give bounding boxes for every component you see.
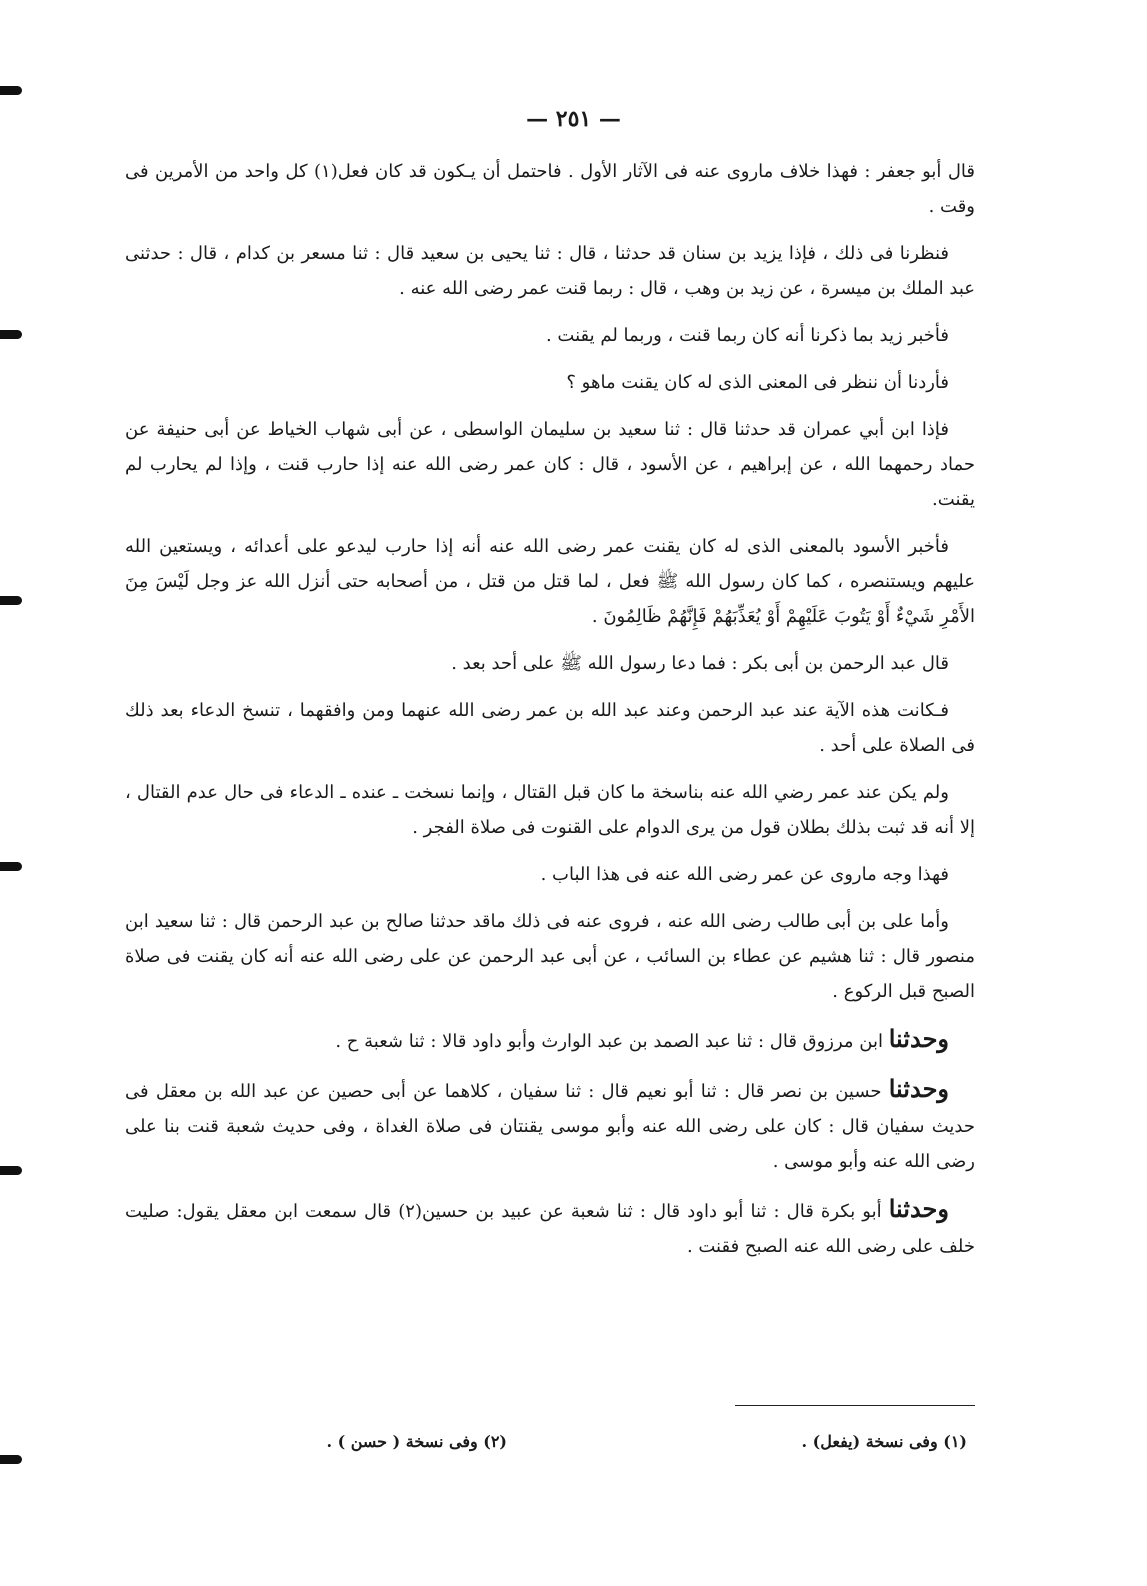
paragraph-text: أبو بكرة قال : ثنا أبو داود قال : ثنا شعبة عن عبيد بن حسين(٢) قال سمعت ابن معقل يقول: صليت خلف على رضى الله عنه الصبح فقنت .	[125, 1201, 975, 1257]
paragraph-text: حسين بن نصر قال : ثنا أبو نعيم قال : ثنا سفيان ، كلاهما عن أبى حصين عن عبد الله بن معقل فى حديث سفيان قال : كان على رضى الله عنه وأبو موسى يقنتان فى صلاة الغداة ، وفى حديث شعبة قنت بنا على رضى الله عنه وأبو موسى .	[125, 1081, 975, 1172]
paragraph	[125, 236, 975, 306]
footnote-divider	[735, 1405, 975, 1406]
scan-edge-mark	[0, 596, 22, 605]
paragraph	[125, 1021, 975, 1059]
paragraph	[125, 857, 975, 892]
paragraph-lead-word: وحدثنا	[888, 1024, 949, 1053]
scan-edge-mark	[0, 1166, 22, 1175]
footnote-2: (٢) وفى نسخة ( حسن ) .	[326, 1432, 507, 1451]
paragraph-text: ابن مرزوق قال : ثنا عبد الصمد بن عبد الوارث وأبو داود قالا : ثنا شعبة ح .	[335, 1031, 889, 1052]
scan-edge-mark	[0, 1455, 22, 1464]
paragraph	[125, 904, 975, 1009]
paragraph-text: وأما على بن أبى طالب رضى الله عنه ، فروى عنه فى ذلك ماقد حدثنا صالح بن عبد الرحمن قال : ثنا سعيد ابن منصور قال : ثنا هشيم عن عطاء بن السائب ، عن أبى عبد الرحمن عن على رضى الله عنه أنه كان يقنت فى صلاة الصبح قبل الركوع .	[125, 911, 975, 1002]
paragraph	[125, 1071, 975, 1179]
paragraph-lead-word: وحدثنا	[888, 1194, 949, 1223]
paragraph-text: فأخبر زيد بما ذكرنا أنه كان ربما قنت ، وربما لم يقنت .	[545, 325, 949, 346]
paragraph-text: ولم يكن عند عمر رضي الله عنه بناسخة ما كان قبل القتال ، وإنما نسخت ـ عنده ـ الدعاء فى حال عدم القتال ، إلا أنه قد ثبت بذلك بطلان قول من يرى الدوام على القنوت فى صلاة الفجر .	[125, 782, 975, 838]
paragraph-text: قال أبو جعفر : فهذا خلاف ماروى عنه فى الآثار الأول . فاحتمل أن يـكون قد كان فعل(١) كل واحد من الأمرين فى وقت .	[125, 161, 975, 217]
paragraph	[125, 693, 975, 763]
paragraph-text: قال عبد الرحمن بن أبى بكر : فما دعا رسول الله ﷺ على أحد بعد .	[451, 653, 949, 674]
paragraph-text: فنظرنا فى ذلك ، فإذا يزيد بن سنان قد حدثنا ، قال : ثنا يحيى بن سعيد قال : ثنا مسعر بن كدام ، قال : حدثنى عبد الملك بن ميسرة ، عن زيد بن وهب ، قال : ربما قنت عمر رضى الله عنه .	[125, 243, 975, 299]
paragraph	[125, 365, 975, 400]
scan-edge-mark	[0, 862, 22, 871]
paragraph	[125, 412, 975, 517]
paragraph	[125, 529, 975, 634]
paragraph	[125, 775, 975, 845]
footnote-1: (١) وفى نسخة (يفعل) .	[801, 1432, 967, 1451]
paragraph-text: فأخبر الأسود بالمعنى الذى له كان يقنت عمر رضى الله عنه أنه إذا حارب ليدعو على أعدائه ، ويستعين الله عليهم ويستنصره ، كما كان رسول الله ﷺ فعل ، لما قتل من قتل ، من أصحابه حتى أنزل الله عز وجل لَيْسَ مِنَ الأَمْرِ شَيْءٌ أَوْ يَتُوبَ عَلَيْهِمْ أَوْ يُعَذِّبَهُمْ فَإِنَّهُمْ ظَالِمُونَ .	[125, 536, 975, 627]
paragraph-text: فـكانت هذه الآية عند عبد الرحمن وعند عبد الله بن عمر رضى الله عنهما ومن وافقهما ، تنسخ الدعاء بعد ذلك فى الصلاة على أحد .	[125, 700, 975, 756]
paragraph-text: فإذا ابن أبي عمران قد حدثنا قال : ثنا سعيد بن سليمان الواسطى ، عن أبى شهاب الخياط عن أبى حنيفة عن حماد رحمهما الله ، عن إبراهيم ، عن الأسود ، قال : كان عمر رضى الله عنه إذا حارب قنت ، وإذا لم يحارب لم يقنت.	[125, 419, 975, 510]
scan-edge-mark	[0, 330, 22, 339]
paragraph	[125, 154, 975, 224]
paragraph-lead-word: وحدثنا	[888, 1074, 949, 1103]
page-number: — ٢٥١ —	[526, 106, 621, 132]
paragraph-text: فهذا وجه ماروى عن عمر رضى الله عنه فى هذا الباب .	[540, 864, 949, 885]
paragraph	[125, 646, 975, 681]
page-body	[125, 154, 975, 1276]
paragraph	[125, 1191, 975, 1264]
paragraph	[125, 318, 975, 353]
scan-edge-mark	[0, 86, 22, 95]
paragraph-text: فأردنا أن ننظر فى المعنى الذى له كان يقنت ماهو ؟	[566, 372, 949, 393]
